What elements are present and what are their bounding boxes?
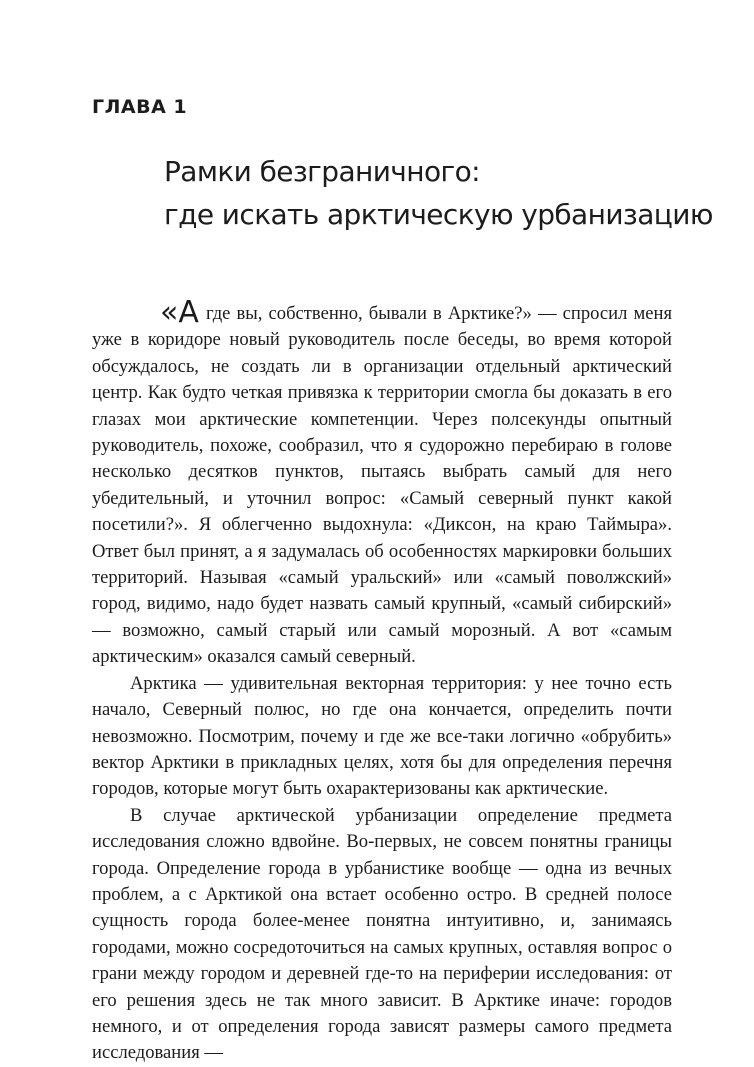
body-text <box>92 295 672 1067</box>
paragraph-3: В случае арктической урбанизации определение предмета исследования сложно вдвойне. Во-первых, не совсем понятны границы города. Определение города в урбанистике вообще — одна из вечных проблем, а с Арктикой она встает особенно остро. В средней полосе сущность города более-менее понятна интуитивно, и, занимаясь городами, можно сосредоточиться на самых крупных, оставляя вопрос о грани между городом и деревней где-то на периферии исследования: от его решения здесь не так много зависит. В Арктике иначе: городов немного, и от определения города зависят размеры самого предмета исследования — <box>92 804 672 1064</box>
chapter-title <box>164 150 713 236</box>
chapter-title-line-2: где искать арктическую урбанизацию <box>164 198 713 231</box>
opening-quote-initial: «А <box>160 295 199 330</box>
paragraph-1-text: где вы, собственно, бывали в Арктике?» — спросил меня уже в коридоре новый руководитель после беседы, во время которой обсуждалось, не создать ли в организации отдельный арктический центр. Как будто четкая привязка к территории смогла бы доказать в его глазах мои арктические компетенции. Через полсекунды опытный руководитель, похоже, сообразил, что я судорожно перебираю в голове несколько десятков пунктов, пытаясь выбрать самый для него убедительный, и уточнил вопрос: «Самый северный пункт какой посетили?». Я облегченно выдохнула: «Диксон, на краю Таймыра». Ответ был принят, а я задумалась об особенностях маркировки больших территорий. Называя «самый уральский» или «самый поволжский» город, видимо, надо будет назвать самый крупный, «самый сибирский» — возможно, самый старый или самый морозный. А вот «самым арктическим» оказался самый северный. <box>92 303 672 668</box>
paragraph-1 <box>92 295 672 671</box>
chapter-label: ГЛАВА 1 <box>92 96 188 118</box>
chapter-title-line-1: Рамки безграничного: <box>164 155 480 188</box>
paragraph-2: Арктика — удивительная векторная территория: у нее точно есть начало, Северный полюс, но где она кончается, определить почти невозможно. Посмотрим, почему и где же все-таки логично «обрубить» вектор Арктики в прикладных целях, хотя бы для определения перечня городов, которые могут быть охарактеризованы как арктические. <box>92 672 672 800</box>
